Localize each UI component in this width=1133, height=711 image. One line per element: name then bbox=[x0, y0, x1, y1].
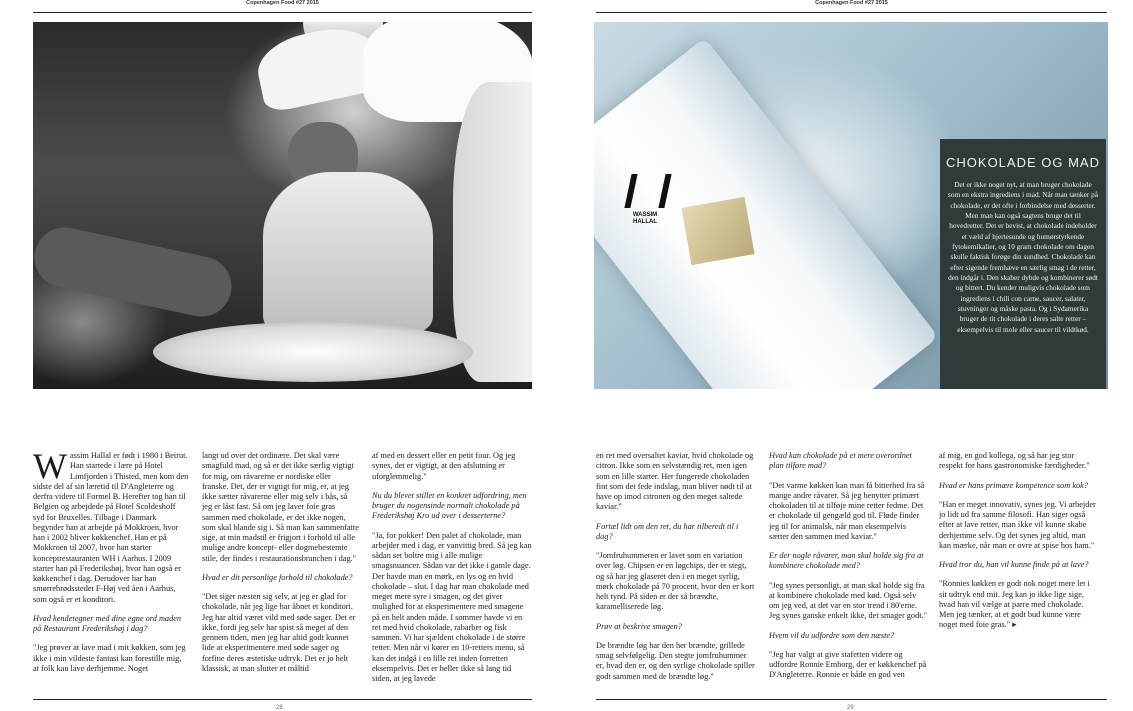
article-paragraph: assim Hallal er født i 1980 i Beirut. Han startede i lære på Hotel Limfjorden i Thisted, men kom den sidste del af sin læretid til D'Angleterre og derfra videre til Formel B. Herefter tog han til Belgien og arbejdede på Hotel Scoldeshoff syd for Bruxelles. Tilbage i Danmark begynder han at arbejde på Mokkroen, hvor han i 2002 bliver køkkenchef. Han er på Mokkroen til 2007, hvor han starter konceptrestauranten WH i Aarhus. I 2009 starter han på Frederikshøj, hvor han også er køkkenchef i dag. Derudover har han smørrebrødsstedet F-Høj ved åen i Aarhus, som også er et konditori. bbox=[33, 451, 189, 604]
article-paragraph: "Det varme køkken kan man få bitterhed fra så mange andre råvarer. Så jeg benytter primært chokoladen til at tilføje mine retter fedme. Det er chokolade til gengæld god til. Fløde finder jeg til for animalsk, når man eksempelvis sætter den sammen med kaviar." bbox=[769, 480, 925, 541]
plates-shape bbox=[153, 322, 473, 382]
sidebar-title: CHOKOLADE OG MAD bbox=[946, 155, 1100, 170]
article-column-6 bbox=[939, 451, 1099, 693]
page-number: 29 bbox=[847, 705, 854, 711]
article-paragraph: "Jeg prøver at lave mad i mit køkken, som jeg ikke i min vildeste fantasi kan forestille mig, at folk kan lave derhjemme. Noget bbox=[33, 643, 186, 673]
napkin-logo-text: WASSIM HALLAL bbox=[632, 212, 658, 225]
interview-question: Fortæl lidt om den ret, du har tilberedt til i dag? bbox=[596, 521, 739, 541]
chocolate-sidebar-box bbox=[940, 139, 1106, 389]
interview-question: Hvad tror du, han vil kunne finde på at lave? bbox=[939, 560, 1089, 569]
sidebar-text: Det er ikke noget nyt, at man bruger chokolade som en ekstra ingrediens i mad. Når man tænker på chokolade, er det ofte i forbindelse med desserter. Men man kan også sagtens bruge det til hovedretter. Det er bevist, at chokolade indeholder et væld af hjertesunde og humørstyrkende fytokemikalier, og 10 gram chokolade om dagen skulle faktisk forøge din sundhed. Chokolade kan efter sigende fremhæve en særlig smag i de retter, den indgår i. Den skaber dybde og kombinerer sødt og bittert. Du kender muligvis chokolade som ingrediens i chili con carne, saucer, salater, stuvninger og måske pasta. Og i Sydamerika bruger de tit chokolade i deres salte retter – eksempelvis til mole eller saucer til vildtkød. bbox=[948, 180, 1098, 334]
gold-tag bbox=[681, 197, 754, 265]
footer-rule bbox=[596, 699, 1107, 700]
left-page bbox=[0, 0, 566, 711]
dropcap: W bbox=[33, 451, 67, 486]
header-rule bbox=[33, 12, 532, 13]
article-paragraph: "Jeg har valgt at give stafetten videre og udfordre Ronnie Emborg, der er køkkenchef på D'Angleterre. Ronnie er både en god ven bbox=[769, 649, 927, 680]
chef-right-figure bbox=[453, 82, 532, 382]
interview-question: Er der nogle råvarer, man skal holde sig fra at kombinere chokolade med? bbox=[769, 551, 924, 571]
running-header: Copenhagen Food #27 2015 bbox=[815, 0, 888, 6]
chefs-photo bbox=[33, 22, 532, 389]
article-paragraph: "Han er meget innovativ, synes jeg. Vi arbejder jo lidt ud fra samme filosofi. Han siger også efter at lave retter, man ikke vil kunne skabe derhjemme selv. Og det synes jeg altid, man kan mærke, når man er ovre at spise hos ham." bbox=[939, 499, 1096, 550]
interview-question: Hvad kan chokolade på et mere overordnet plan tilføre mad? bbox=[769, 451, 912, 471]
interview-question: Hvem vil du udfordre som den næste? bbox=[769, 630, 895, 640]
header-rule bbox=[596, 12, 1107, 13]
running-header: Copenhagen Food #27 2015 bbox=[246, 0, 319, 6]
chef-jacket bbox=[263, 172, 433, 332]
article-column-2 bbox=[202, 451, 359, 693]
article-column-5 bbox=[769, 451, 927, 693]
article-paragraph: "Jeg synes personligt, at man skal holde sig fra at kombinere chokolade med kød. Også selv om jeg ved, at det var en stor trend i 80'erne. Jeg synes ganske enkelt ikke, det smager godt." bbox=[769, 580, 927, 621]
interview-question: Prøv at beskrive smagen? bbox=[596, 621, 682, 631]
napkin-photo bbox=[594, 22, 1108, 389]
article-column-4 bbox=[596, 451, 756, 693]
article-paragraph: af mig, en god kollega, og så har jeg stor respekt for hans gastronomiske færdigheder." bbox=[939, 451, 1090, 471]
article-paragraph: af med en dessert eller en petit four. Og jeg synes, det er vigtigt, at den afslutning er uforglemmelig." bbox=[372, 451, 516, 481]
interview-question: Hvad kendetegner med dine egne ord maden på Restaurant Frederikshøj i dag? bbox=[33, 613, 182, 633]
interview-question: Nu du blevet stillet en konkret udfordring, men bruger du nogensinde normalt chokolade på Frederikshøj Kro ud over i desserterne? bbox=[372, 490, 527, 521]
right-page bbox=[567, 0, 1133, 711]
article-paragraph: De brændte løg har den her brændte, grillede smag selvfølgelig. Den stegte jomfruhummer er, hvad den er, og den syrlige chokolade spiller godt sammen med de brændte løg." bbox=[596, 640, 755, 681]
article-paragraph: "Ja, for pokker! Den palet af chokolade, man arbejder med i dag, er vanvittig bred. Så jeg kan sådan set boltre mig i alle mulige smagsnuancer. Sådan var det ikke i gamle dage. Der havde man en mørk, en lys og en hvid chokolade – slut. I dag har man chokolade med meget mere syre i smagen, og det giver mulighed for at eksperimentere med smagene på en helt anden måde. I sommer havde vi en ret med hvid chokolade, rabarber og fisk sammen. Vi har sjældent chokolade i de større retter. Men når vi kører en 10-retters menu, så kan det indgå i en lille ret inden forretten eksempelvis. Det er heller ikke så lang tid siden, at jeg lavede bbox=[372, 530, 532, 683]
article-column-1 bbox=[33, 451, 189, 693]
footer-rule bbox=[33, 699, 532, 700]
article-column-3 bbox=[372, 451, 532, 693]
interview-question: Hvad er hans primære kompetence som kok? bbox=[939, 480, 1088, 490]
interview-question: Hvad er dit personlige forhold til chokolade? bbox=[202, 572, 353, 582]
page-number: 28 bbox=[276, 705, 283, 711]
article-paragraph: "Ronnies køkken er godt nok noget mere let i sit udtryk end mit. Jeg kan jo ikke lige sige, hvad han vil vælge at parre med chokolade. Men jeg tænker, at et godt bud kunne være noget med foie gras." ▸ bbox=[939, 579, 1090, 630]
article-paragraph: en ret med oversaltet kaviar, hvid chokolade og citron. Ikke som en selvstændig ret, men igen som en lille starter. Her fungerede chokoladen fint som det fede indslag, man bliver nødt til at have op imod citronen og den meget saltede kaviar." bbox=[596, 451, 754, 512]
arm-shape bbox=[33, 222, 237, 322]
logo-mark-icon bbox=[624, 174, 671, 208]
article-paragraph: langt ud over det ordinære. Det skal være smagfuld mad, og så er det ikke særlig vigtigt for mig, om råvarerne er nordiske eller franske. Det, der er vigtigt for mig, er, at jeg ikke sætter råvarerne eller mig selv i bås, så jeg er låst fast. Så om jeg laver foie gras sammen med chokolade, er det ikke nogen, som skal blande sig i. Så man kan sammenfatte sige, at min madstil er frigjort i forhold til alle mulige andre koncept- eller dogmebestemte stile, der findes i restaurationsbranchen i dag." bbox=[202, 451, 359, 563]
article-paragraph: "Jomfruhummeren er lavet som en variation over løg. Chipsen er en løgchips, der er stegt, og så har jeg glaseret den i en meget syrlig, mørk chokolade på 70 procent, hvor den er kort helt tynd. På siden er der så brændte, karamelliserede løg. bbox=[596, 551, 755, 612]
article-paragraph: "Det siger næsten sig selv, at jeg er glad for chokolade, når jeg lige har åbnet et konditori. Jeg har altid været vild med søde sager. Det er ikke, fordi jeg selv har spist så meget af den gennem tiden, men jeg har altid godt kunnet lide at eksperimentere med søde sager og forfine deres æstetiske udtryk. Det er jo helt klassisk, at man slutter et måltid bbox=[202, 592, 356, 673]
